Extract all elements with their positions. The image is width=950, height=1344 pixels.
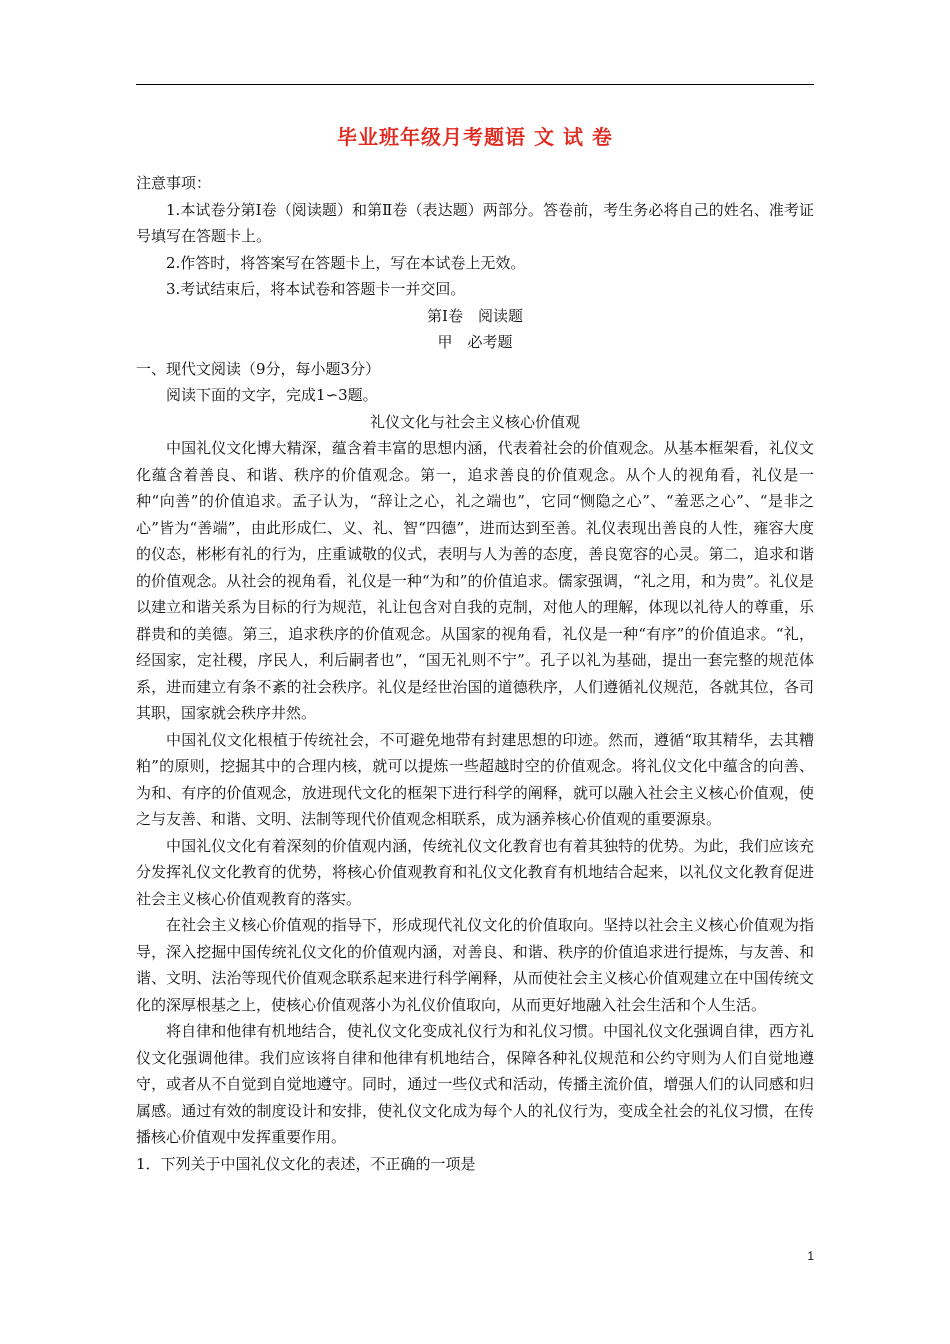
article-paragraph-1: 中国礼仪文化博大精深，蕴含着丰富的思想内涵，代表着社会的价值观念。从基本框架看，礼仪文化蕴含着善良、和谐、秩序的价值观念。第一，追求善良的价值观念。从个人的视角看，礼仪是一种“向善”的价值追求。孟子认为，“辞让之心，礼之端也”，它同“恻隐之心”、“羞恶之心”、“是非之心”皆为“善端”，由此形成仁、义、礼、智“四德”，进而达到至善。礼仪表现出善良的人性，雍容大度的仪态，彬彬有礼的行为，庄重诚敬的仪式，表明与人为善的态度，善良宽容的心灵。第二，追求和谐的价值观念。从社会的视角看，礼仪是一种“为和”的价值追求。儒家强调，“礼之用，和为贵”。礼仪是以建立和谐关系为目标的行为规范，礼让包含对自我的克制，对他人的理解，体现以礼待人的尊重，乐群贵和的美德。第三，追求秩序的价值观念。从国家的视角看，礼仪是一种“有序”的价值追求。“礼，经国家，定社稷，序民人，利后嗣者也”，“国无礼则不宁”。孔子以礼为基础，提出一套完整的规范体系，进而建立有条不紊的社会秩序。礼仪是经世治国的道德秩序，人们遵循礼仪规范，各就其位，各司其职，国家就会秩序井然。 xyxy=(136,439,814,722)
notice-item-1: 1.本试卷分第Ⅰ卷（阅读题）和第Ⅱ卷（表达题）两部分。答卷前，考生务必将自己的姓名、准考证号填写在答题卡上。 xyxy=(136,200,814,245)
part-heading: 第Ⅰ卷 阅读题 xyxy=(427,306,523,325)
question-1-stem: 1．下列关于中国礼仪文化的表述，不正确的一项是 xyxy=(136,1154,476,1173)
exam-page xyxy=(136,118,814,1177)
section-heading: 甲 必考题 xyxy=(437,333,513,351)
article-paragraph-3: 中国礼仪文化有着深刻的价值观内涵，传统礼仪文化教育也有着其独特的优势。为此，我们应该充分发挥礼仪文化教育的优势，将核心价值观教育和礼仪文化教育有机地结合起来，以礼仪文化教育促进社会主义核心价值观教育的落实。 xyxy=(136,836,814,908)
notice-item-3: 3.考试结束后，将本试卷和答题卡一并交回。 xyxy=(166,280,466,298)
article-title: 礼仪文化与社会主义核心价值观 xyxy=(369,412,580,431)
reading-instruction: 阅读下面的文字，完成1∽3题。 xyxy=(166,386,378,404)
question-group-heading: 一、现代文阅读（9分，每小题3分） xyxy=(136,359,381,378)
page-number: 1 xyxy=(807,1249,814,1263)
header-rule xyxy=(136,84,814,85)
exam-title: 毕业班年级月考题语 文 试 卷 xyxy=(337,125,613,149)
notice-item-2: 2.作答时，将答案写在答题卡上，写在本试卷上无效。 xyxy=(166,253,526,272)
article-paragraph-5: 将自律和他律有机地结合，使礼仪文化变成礼仪行为和礼仪习惯。中国礼仪文化强调自律，西方礼仪文化强调他律。我们应该将自律和他律有机地结合，保障各种礼仪规范和公约守则为人们自觉地遵守，或者从不自觉到自觉地遵守。同时，通过一些仪式和活动，传播主流价值，增强人们的认同感和归属感。通过有效的制度设计和安排，使礼仪文化成为每个人的礼仪行为，变成全社会的礼仪习惯，在传播核心价值观中发挥重要作用。 xyxy=(136,1022,814,1146)
article-paragraph-2: 中国礼仪文化根植于传统社会，不可避免地带有封建思想的印迹。然而，遵循“取其精华，去其糟粕”的原则，挖掘其中的合理内核，就可以提炼一些超越时空的价值观念。将礼仪文化中蕴含的向善、为和、有序的价值观念，放进现代文化的框架下进行科学的阐释，就可以融入社会主义核心价值观，使之与友善、和谐、文明、法制等现代价值观念相联系，成为涵养核心价值观的重要源泉。 xyxy=(136,730,814,828)
article-paragraph-4: 在社会主义核心价值观的指导下，形成现代礼仪文化的价值取向。坚持以社会主义核心价值观为指导，深入挖掘中国传统礼仪文化的价值观内涵，对善良、和谐、秩序的价值追求进行提炼，与友善、和谐、文明、法治等现代价值观念联系起来进行科学阐释，从而使社会主义核心价值观建立在中国传统文化的深厚根基之上，使核心价值观落小为礼仪价值取向，从而更好地融入社会生活和个人生活。 xyxy=(136,916,814,1014)
notice-heading: 注意事项： xyxy=(136,174,212,192)
